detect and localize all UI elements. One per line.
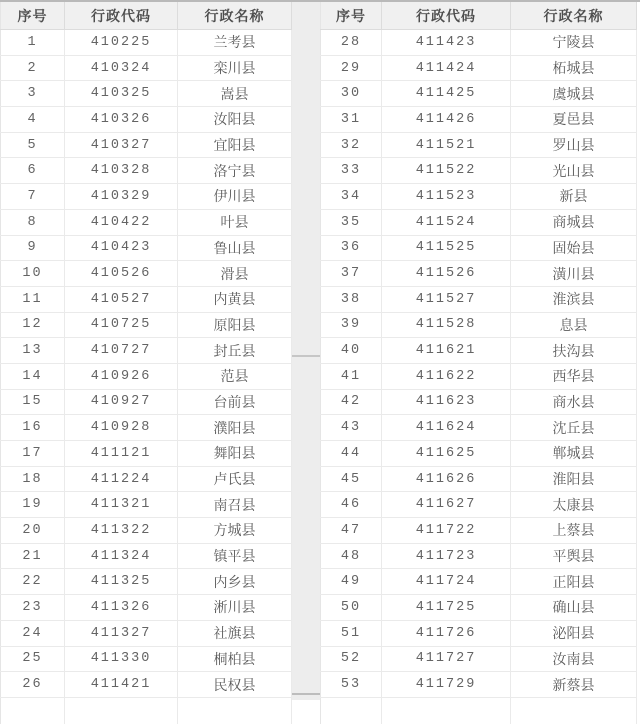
table-row: [320, 621, 637, 647]
admin-code-cell: 410324: [65, 56, 178, 81]
row-number-cell: 10: [0, 261, 65, 286]
table-row: [320, 415, 637, 441]
admin-code-cell: 411121: [65, 441, 178, 466]
admin-code-cell: 410327: [65, 133, 178, 158]
table-row: [320, 364, 637, 390]
table-row: [320, 544, 637, 570]
header-cell: 序号: [320, 2, 382, 29]
row-number-cell: 15: [0, 390, 65, 415]
empty-cell: [320, 698, 382, 724]
admin-name-cell: 泌阳县: [511, 621, 637, 646]
column-gutter: [292, 2, 320, 700]
admin-code-cell: 410326: [65, 107, 178, 132]
table-row-partial: [320, 698, 637, 724]
admin-code-table-right: [320, 2, 637, 700]
row-number-cell: 2: [0, 56, 65, 81]
admin-name-cell: 民权县: [178, 672, 292, 697]
row-number-cell: 36: [320, 236, 382, 261]
row-number-cell: 26: [0, 672, 65, 697]
admin-name-cell: 舞阳县: [178, 441, 292, 466]
admin-name-cell: 淮阳县: [511, 467, 637, 492]
admin-name-cell: 新县: [511, 184, 637, 209]
table-row: [320, 569, 637, 595]
row-number-cell: 35: [320, 210, 382, 235]
admin-code-cell: 411726: [382, 621, 511, 646]
table-row: [0, 672, 292, 698]
admin-name-cell: 宜阳县: [178, 133, 292, 158]
row-number-cell: 9: [0, 236, 65, 261]
admin-name-cell: 平舆县: [511, 544, 637, 569]
admin-code-cell: 410725: [65, 313, 178, 338]
header-cell: 行政名称: [511, 2, 637, 29]
admin-code-cell: 411527: [382, 287, 511, 312]
table-row: [0, 518, 292, 544]
row-number-cell: 14: [0, 364, 65, 389]
admin-code-cell: 411330: [65, 647, 178, 672]
row-number-cell: 22: [0, 569, 65, 594]
admin-code-cell: 410325: [65, 81, 178, 106]
admin-code-cell: 411424: [382, 56, 511, 81]
table-row: [320, 313, 637, 339]
admin-code-cell: 410423: [65, 236, 178, 261]
admin-name-cell: 南召县: [178, 492, 292, 517]
admin-code-cell: 410328: [65, 158, 178, 183]
admin-code-cell: 411425: [382, 81, 511, 106]
admin-name-cell: 内黄县: [178, 287, 292, 312]
row-number-cell: 37: [320, 261, 382, 286]
table-row: [320, 210, 637, 236]
table-row: [320, 647, 637, 673]
admin-name-cell: 镇平县: [178, 544, 292, 569]
admin-code-cell: 410926: [65, 364, 178, 389]
table-row: [0, 158, 292, 184]
admin-name-cell: 原阳县: [178, 313, 292, 338]
admin-code-cell: 411326: [65, 595, 178, 620]
table-row: [320, 30, 637, 56]
row-number-cell: 41: [320, 364, 382, 389]
row-number-cell: 38: [320, 287, 382, 312]
admin-code-table-left: [0, 2, 292, 700]
row-number-cell: 28: [320, 30, 382, 55]
row-number-cell: 1: [0, 30, 65, 55]
admin-code-cell: 410526: [65, 261, 178, 286]
table-row: [0, 81, 292, 107]
table-row: [0, 467, 292, 493]
table-row: [0, 184, 292, 210]
row-number-cell: 53: [320, 672, 382, 697]
admin-code-cell: 411724: [382, 569, 511, 594]
admin-name-cell: 内乡县: [178, 569, 292, 594]
admin-name-cell: 宁陵县: [511, 30, 637, 55]
row-number-cell: 44: [320, 441, 382, 466]
table-row: [0, 210, 292, 236]
table-row: [0, 261, 292, 287]
empty-cell: [382, 698, 511, 724]
admin-name-cell: 伊川县: [178, 184, 292, 209]
row-number-cell: 21: [0, 544, 65, 569]
table-row-partial: [0, 698, 292, 724]
row-number-cell: 34: [320, 184, 382, 209]
admin-code-cell: 411627: [382, 492, 511, 517]
admin-code-cell: 411423: [382, 30, 511, 55]
row-number-cell: 11: [0, 287, 65, 312]
table-row: [0, 338, 292, 364]
admin-code-cell: 411626: [382, 467, 511, 492]
table-row: [0, 364, 292, 390]
admin-code-cell: 411526: [382, 261, 511, 286]
admin-code-cell: 411523: [382, 184, 511, 209]
row-number-cell: 29: [320, 56, 382, 81]
row-number-cell: 47: [320, 518, 382, 543]
table-row: [320, 261, 637, 287]
table-row: [320, 672, 637, 698]
admin-code-cell: 411327: [65, 621, 178, 646]
admin-name-cell: 西华县: [511, 364, 637, 389]
admin-code-cell: 410727: [65, 338, 178, 363]
admin-code-cell: 411325: [65, 569, 178, 594]
admin-name-cell: 兰考县: [178, 30, 292, 55]
row-number-cell: 3: [0, 81, 65, 106]
admin-code-cell: 411521: [382, 133, 511, 158]
row-number-cell: 6: [0, 158, 65, 183]
row-number-cell: 19: [0, 492, 65, 517]
row-number-cell: 17: [0, 441, 65, 466]
table-row: [0, 236, 292, 262]
row-number-cell: 4: [0, 107, 65, 132]
admin-name-cell: 扶沟县: [511, 338, 637, 363]
admin-code-cell: 411524: [382, 210, 511, 235]
row-number-cell: 51: [320, 621, 382, 646]
admin-code-cell: 411625: [382, 441, 511, 466]
row-number-cell: 33: [320, 158, 382, 183]
admin-code-cell: 411421: [65, 672, 178, 697]
table-row: [0, 647, 292, 673]
admin-code-cell: 411426: [382, 107, 511, 132]
admin-name-cell: 濮阳县: [178, 415, 292, 440]
table-row: [320, 81, 637, 107]
row-number-cell: 25: [0, 647, 65, 672]
table-header-row: [320, 2, 637, 30]
admin-name-cell: 商城县: [511, 210, 637, 235]
row-number-cell: 46: [320, 492, 382, 517]
table-row: [320, 287, 637, 313]
table-row: [0, 287, 292, 313]
table-row: [320, 338, 637, 364]
row-number-cell: 20: [0, 518, 65, 543]
admin-code-cell: 411321: [65, 492, 178, 517]
admin-code-cell: 411322: [65, 518, 178, 543]
admin-name-cell: 卢氏县: [178, 467, 292, 492]
row-number-cell: 45: [320, 467, 382, 492]
admin-code-cell: 411224: [65, 467, 178, 492]
admin-name-cell: 上蔡县: [511, 518, 637, 543]
table-row: [0, 621, 292, 647]
admin-name-cell: 商水县: [511, 390, 637, 415]
gutter-bottom-line: [292, 693, 320, 695]
header-cell: 行政名称: [178, 2, 292, 29]
admin-name-cell: 柘城县: [511, 56, 637, 81]
admin-name-cell: 罗山县: [511, 133, 637, 158]
admin-name-cell: 台前县: [178, 390, 292, 415]
admin-name-cell: 桐柏县: [178, 647, 292, 672]
admin-code-cell: 411621: [382, 338, 511, 363]
admin-name-cell: 汝南县: [511, 647, 637, 672]
admin-name-cell: 汝阳县: [178, 107, 292, 132]
table-row: [320, 492, 637, 518]
row-number-cell: 48: [320, 544, 382, 569]
table-row: [0, 390, 292, 416]
admin-name-cell: 光山县: [511, 158, 637, 183]
row-number-cell: 5: [0, 133, 65, 158]
admin-code-cell: 410329: [65, 184, 178, 209]
table-row: [0, 133, 292, 159]
admin-name-cell: 滑县: [178, 261, 292, 286]
header-cell: 序号: [0, 2, 65, 29]
table-header-row: [0, 2, 292, 30]
row-number-cell: 18: [0, 467, 65, 492]
admin-code-cell: 411528: [382, 313, 511, 338]
table-row: [0, 544, 292, 570]
admin-code-cell: 411723: [382, 544, 511, 569]
admin-name-cell: 淅川县: [178, 595, 292, 620]
admin-name-cell: 方城县: [178, 518, 292, 543]
admin-code-cell: 410527: [65, 287, 178, 312]
admin-name-cell: 社旗县: [178, 621, 292, 646]
admin-name-cell: 正阳县: [511, 569, 637, 594]
table-row: [0, 492, 292, 518]
admin-code-cell: 410225: [65, 30, 178, 55]
header-cell: 行政代码: [65, 2, 178, 29]
table-row: [320, 518, 637, 544]
admin-name-cell: 太康县: [511, 492, 637, 517]
admin-name-cell: 栾川县: [178, 56, 292, 81]
empty-cell: [511, 698, 637, 724]
row-number-cell: 39: [320, 313, 382, 338]
admin-name-cell: 沈丘县: [511, 415, 637, 440]
table-row: [0, 595, 292, 621]
row-number-cell: 49: [320, 569, 382, 594]
table-row: [0, 569, 292, 595]
admin-code-cell: 410927: [65, 390, 178, 415]
table-row: [320, 107, 637, 133]
admin-code-cell: 411324: [65, 544, 178, 569]
admin-name-cell: 息县: [511, 313, 637, 338]
row-number-cell: 40: [320, 338, 382, 363]
admin-name-cell: 夏邑县: [511, 107, 637, 132]
table-row: [320, 56, 637, 82]
empty-cell: [0, 698, 65, 724]
table-row: [0, 415, 292, 441]
table-row: [320, 133, 637, 159]
gutter-stitch-line: [292, 355, 320, 357]
admin-code-cell: 411622: [382, 364, 511, 389]
admin-name-cell: 新蔡县: [511, 672, 637, 697]
admin-name-cell: 淮滨县: [511, 287, 637, 312]
admin-name-cell: 潢川县: [511, 261, 637, 286]
row-number-cell: 32: [320, 133, 382, 158]
empty-cell: [178, 698, 292, 724]
row-number-cell: 42: [320, 390, 382, 415]
row-number-cell: 24: [0, 621, 65, 646]
row-number-cell: 13: [0, 338, 65, 363]
table-row: [320, 467, 637, 493]
table-row: [320, 390, 637, 416]
admin-name-cell: 固始县: [511, 236, 637, 261]
admin-code-cell: 411522: [382, 158, 511, 183]
admin-name-cell: 封丘县: [178, 338, 292, 363]
row-number-cell: 30: [320, 81, 382, 106]
admin-code-cell: 411525: [382, 236, 511, 261]
table-row: [0, 56, 292, 82]
empty-cell: [65, 698, 178, 724]
table-row: [0, 441, 292, 467]
table-row: [0, 107, 292, 133]
admin-code-cell: 411722: [382, 518, 511, 543]
table-row: [320, 595, 637, 621]
admin-code-cell: 411727: [382, 647, 511, 672]
table-row: [0, 30, 292, 56]
admin-name-cell: 嵩县: [178, 81, 292, 106]
table-row: [0, 313, 292, 339]
admin-code-cell: 410422: [65, 210, 178, 235]
table-row: [320, 441, 637, 467]
table-row: [320, 236, 637, 262]
admin-name-cell: 洛宁县: [178, 158, 292, 183]
row-number-cell: 16: [0, 415, 65, 440]
row-number-cell: 7: [0, 184, 65, 209]
two-column-layout: [0, 2, 640, 700]
admin-name-cell: 叶县: [178, 210, 292, 235]
row-number-cell: 23: [0, 595, 65, 620]
admin-name-cell: 郸城县: [511, 441, 637, 466]
table-row: [320, 184, 637, 210]
row-number-cell: 31: [320, 107, 382, 132]
table-row: [320, 158, 637, 184]
admin-name-cell: 确山县: [511, 595, 637, 620]
admin-name-cell: 鲁山县: [178, 236, 292, 261]
admin-code-cell: 411624: [382, 415, 511, 440]
row-number-cell: 50: [320, 595, 382, 620]
row-number-cell: 8: [0, 210, 65, 235]
admin-code-cell: 411729: [382, 672, 511, 697]
admin-code-cell: 411623: [382, 390, 511, 415]
row-number-cell: 12: [0, 313, 65, 338]
admin-name-cell: 虞城县: [511, 81, 637, 106]
admin-code-cell: 411725: [382, 595, 511, 620]
header-cell: 行政代码: [382, 2, 511, 29]
row-number-cell: 52: [320, 647, 382, 672]
row-number-cell: 43: [320, 415, 382, 440]
admin-code-cell: 410928: [65, 415, 178, 440]
admin-name-cell: 范县: [178, 364, 292, 389]
